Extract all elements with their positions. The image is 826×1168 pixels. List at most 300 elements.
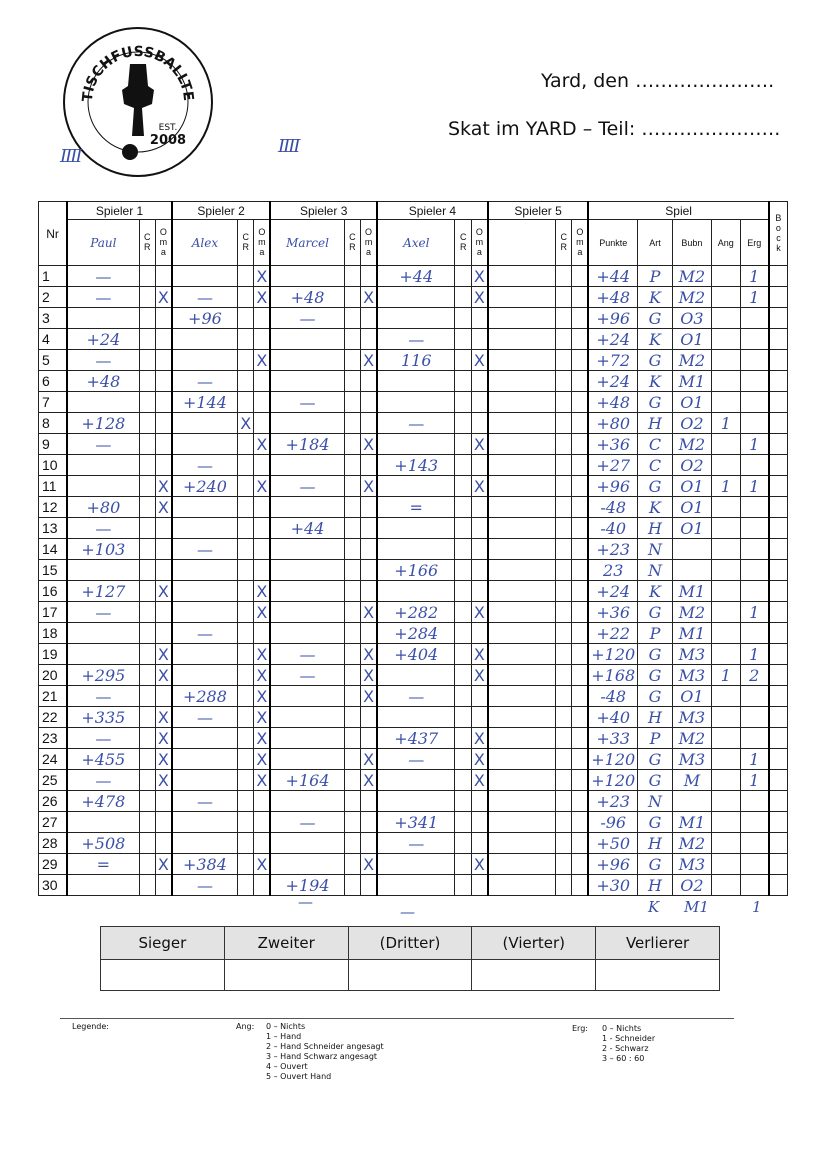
cr-cell[interactable] xyxy=(344,476,360,497)
cr-cell[interactable] xyxy=(238,455,254,476)
cr-cell[interactable] xyxy=(238,770,254,791)
cr-cell[interactable] xyxy=(139,644,155,665)
erg-cell[interactable]: 1 xyxy=(740,434,769,455)
bubn-cell[interactable]: O1 xyxy=(672,329,711,350)
oma-cell[interactable] xyxy=(361,371,377,392)
punkte-cell[interactable]: -40 xyxy=(588,518,637,539)
cr-cell[interactable] xyxy=(238,833,254,854)
player-score-cell[interactable] xyxy=(172,497,238,518)
cr-cell[interactable] xyxy=(238,308,254,329)
cr-cell[interactable] xyxy=(344,497,360,518)
cr-cell[interactable] xyxy=(238,497,254,518)
punkte-cell[interactable]: +22 xyxy=(588,623,637,644)
cr-cell[interactable] xyxy=(139,791,155,812)
art-cell[interactable]: H xyxy=(638,707,673,728)
cr-cell[interactable] xyxy=(139,329,155,350)
art-cell[interactable]: G xyxy=(638,749,673,770)
cr-cell[interactable] xyxy=(344,665,360,686)
player-score-cell[interactable] xyxy=(172,518,238,539)
bubn-cell[interactable]: M1 xyxy=(672,812,711,833)
cr-cell[interactable] xyxy=(344,833,360,854)
cr-cell[interactable] xyxy=(139,770,155,791)
player-score-cell[interactable]: +143 xyxy=(377,455,455,476)
cr-cell[interactable] xyxy=(455,686,471,707)
bubn-cell[interactable] xyxy=(672,539,711,560)
erg-cell[interactable] xyxy=(740,812,769,833)
oma-cell[interactable] xyxy=(471,875,487,896)
cr-cell[interactable] xyxy=(139,455,155,476)
player-score-cell[interactable] xyxy=(488,371,556,392)
art-cell[interactable]: H xyxy=(638,518,673,539)
erg-cell[interactable] xyxy=(740,581,769,602)
bubn-cell[interactable]: O1 xyxy=(672,392,711,413)
cr-cell[interactable] xyxy=(139,812,155,833)
player-score-cell[interactable] xyxy=(172,266,238,287)
erg-cell[interactable]: 1 xyxy=(740,602,769,623)
player-score-cell[interactable]: +128 xyxy=(67,413,139,434)
cr-cell[interactable] xyxy=(139,665,155,686)
cr-cell[interactable] xyxy=(455,665,471,686)
cr-cell[interactable] xyxy=(455,644,471,665)
oma-cell[interactable]: X xyxy=(254,602,270,623)
player-score-cell[interactable]: +166 xyxy=(377,560,455,581)
cr-cell[interactable] xyxy=(344,623,360,644)
bubn-cell[interactable]: M2 xyxy=(672,350,711,371)
erg-cell[interactable] xyxy=(740,707,769,728)
cr-cell[interactable] xyxy=(455,350,471,371)
art-cell[interactable]: G xyxy=(638,392,673,413)
oma-cell[interactable] xyxy=(361,791,377,812)
player-score-cell[interactable] xyxy=(270,602,344,623)
punkte-cell[interactable]: +80 xyxy=(588,413,637,434)
cr-cell[interactable] xyxy=(238,665,254,686)
oma-cell[interactable] xyxy=(155,623,171,644)
player-score-cell[interactable] xyxy=(270,854,344,875)
player-score-cell[interactable] xyxy=(172,434,238,455)
oma-cell[interactable]: X xyxy=(254,644,270,665)
oma-cell[interactable] xyxy=(572,434,588,455)
erg-cell[interactable] xyxy=(740,455,769,476)
player-score-cell[interactable] xyxy=(377,539,455,560)
cr-cell[interactable] xyxy=(556,875,572,896)
cr-cell[interactable] xyxy=(556,833,572,854)
player-score-cell[interactable]: +48 xyxy=(67,371,139,392)
player-score-cell[interactable]: +295 xyxy=(67,665,139,686)
player-score-cell[interactable]: +96 xyxy=(172,308,238,329)
player-score-cell[interactable] xyxy=(270,371,344,392)
bock-cell[interactable] xyxy=(769,497,788,518)
erg-cell[interactable] xyxy=(740,497,769,518)
oma-cell[interactable] xyxy=(471,518,487,539)
art-cell[interactable]: G xyxy=(638,308,673,329)
player-score-cell[interactable] xyxy=(172,581,238,602)
art-cell[interactable]: K xyxy=(638,581,673,602)
oma-cell[interactable] xyxy=(572,266,588,287)
player-score-cell[interactable]: — xyxy=(67,434,139,455)
cr-cell[interactable] xyxy=(139,833,155,854)
erg-cell[interactable] xyxy=(740,371,769,392)
oma-cell[interactable] xyxy=(572,833,588,854)
player-score-cell[interactable]: — xyxy=(270,392,344,413)
oma-cell[interactable]: X xyxy=(155,581,171,602)
oma-cell[interactable]: X xyxy=(254,749,270,770)
ang-cell[interactable] xyxy=(711,497,740,518)
art-cell[interactable]: C xyxy=(638,434,673,455)
cr-cell[interactable] xyxy=(556,602,572,623)
punkte-cell[interactable]: -96 xyxy=(588,812,637,833)
oma-cell[interactable] xyxy=(254,392,270,413)
player-score-cell[interactable]: +103 xyxy=(67,539,139,560)
cr-cell[interactable] xyxy=(556,392,572,413)
oma-cell[interactable] xyxy=(572,812,588,833)
player-score-cell[interactable] xyxy=(270,560,344,581)
player-score-cell[interactable] xyxy=(172,812,238,833)
cr-cell[interactable] xyxy=(455,434,471,455)
bubn-cell[interactable]: O2 xyxy=(672,875,711,896)
player-score-cell[interactable]: +508 xyxy=(67,833,139,854)
cr-cell[interactable] xyxy=(344,707,360,728)
cr-cell[interactable] xyxy=(344,287,360,308)
cr-cell[interactable] xyxy=(344,686,360,707)
oma-cell[interactable]: X xyxy=(361,854,377,875)
cr-cell[interactable] xyxy=(139,728,155,749)
oma-cell[interactable] xyxy=(471,686,487,707)
oma-cell[interactable] xyxy=(254,455,270,476)
oma-cell[interactable]: X xyxy=(155,497,171,518)
cr-cell[interactable] xyxy=(556,455,572,476)
player-score-cell[interactable]: +80 xyxy=(67,497,139,518)
bubn-cell[interactable]: O2 xyxy=(672,455,711,476)
ang-cell[interactable]: 1 xyxy=(711,476,740,497)
bubn-cell[interactable]: M2 xyxy=(672,434,711,455)
cr-cell[interactable] xyxy=(455,413,471,434)
oma-cell[interactable] xyxy=(361,812,377,833)
bock-cell[interactable] xyxy=(769,644,788,665)
player-score-cell[interactable]: — xyxy=(172,539,238,560)
player-score-cell[interactable]: +240 xyxy=(172,476,238,497)
oma-cell[interactable]: X xyxy=(254,665,270,686)
bubn-cell[interactable]: M3 xyxy=(672,749,711,770)
cr-cell[interactable] xyxy=(238,707,254,728)
art-cell[interactable]: P xyxy=(638,623,673,644)
bock-cell[interactable] xyxy=(769,854,788,875)
player-score-cell[interactable]: — xyxy=(270,812,344,833)
bubn-cell[interactable] xyxy=(672,791,711,812)
cr-cell[interactable] xyxy=(455,497,471,518)
cr-cell[interactable] xyxy=(455,791,471,812)
player-score-cell[interactable]: — xyxy=(377,749,455,770)
cr-cell[interactable] xyxy=(556,287,572,308)
punkte-cell[interactable]: +24 xyxy=(588,581,637,602)
oma-cell[interactable] xyxy=(572,602,588,623)
oma-cell[interactable] xyxy=(155,371,171,392)
bubn-cell[interactable]: O1 xyxy=(672,497,711,518)
punkte-cell[interactable]: +168 xyxy=(588,665,637,686)
punkte-cell[interactable]: +50 xyxy=(588,833,637,854)
cr-cell[interactable] xyxy=(455,392,471,413)
player-score-cell[interactable]: — xyxy=(172,287,238,308)
oma-cell[interactable]: X xyxy=(471,665,487,686)
bock-cell[interactable] xyxy=(769,875,788,896)
punkte-cell[interactable]: +96 xyxy=(588,476,637,497)
player-score-cell[interactable]: +282 xyxy=(377,602,455,623)
cr-cell[interactable] xyxy=(455,539,471,560)
player-score-cell[interactable] xyxy=(488,434,556,455)
player-score-cell[interactable] xyxy=(270,749,344,770)
cr-cell[interactable] xyxy=(556,812,572,833)
player-score-cell[interactable] xyxy=(488,812,556,833)
cr-cell[interactable] xyxy=(139,875,155,896)
cr-cell[interactable] xyxy=(344,581,360,602)
oma-cell[interactable] xyxy=(471,707,487,728)
player-score-cell[interactable]: — xyxy=(67,602,139,623)
oma-cell[interactable] xyxy=(471,371,487,392)
bock-cell[interactable] xyxy=(769,266,788,287)
oma-cell[interactable] xyxy=(572,308,588,329)
oma-cell[interactable] xyxy=(572,854,588,875)
ang-cell[interactable] xyxy=(711,287,740,308)
cr-cell[interactable] xyxy=(344,392,360,413)
rank-vierter-cell[interactable] xyxy=(472,960,596,991)
oma-cell[interactable]: X xyxy=(254,434,270,455)
art-cell[interactable]: G xyxy=(638,686,673,707)
player-score-cell[interactable] xyxy=(172,728,238,749)
cr-cell[interactable] xyxy=(238,518,254,539)
oma-cell[interactable] xyxy=(155,875,171,896)
player-score-cell[interactable] xyxy=(270,266,344,287)
player-score-cell[interactable] xyxy=(488,686,556,707)
bubn-cell[interactable]: O1 xyxy=(672,518,711,539)
rank-dritter-cell[interactable] xyxy=(348,960,472,991)
cr-cell[interactable] xyxy=(344,728,360,749)
oma-cell[interactable] xyxy=(361,539,377,560)
player-score-cell[interactable] xyxy=(172,665,238,686)
player-score-cell[interactable] xyxy=(172,350,238,371)
oma-cell[interactable]: X xyxy=(471,749,487,770)
player-score-cell[interactable]: = xyxy=(377,497,455,518)
cr-cell[interactable] xyxy=(139,287,155,308)
bock-cell[interactable] xyxy=(769,476,788,497)
player-score-cell[interactable] xyxy=(488,308,556,329)
erg-cell[interactable] xyxy=(740,686,769,707)
cr-cell[interactable] xyxy=(238,476,254,497)
oma-cell[interactable] xyxy=(155,518,171,539)
oma-cell[interactable] xyxy=(471,833,487,854)
erg-cell[interactable]: 1 xyxy=(740,476,769,497)
ang-cell[interactable] xyxy=(711,392,740,413)
ang-cell[interactable] xyxy=(711,560,740,581)
player-score-cell[interactable] xyxy=(377,434,455,455)
ang-cell[interactable] xyxy=(711,707,740,728)
cr-cell[interactable] xyxy=(344,266,360,287)
oma-cell[interactable] xyxy=(361,455,377,476)
cr-cell[interactable] xyxy=(556,728,572,749)
bock-cell[interactable] xyxy=(769,518,788,539)
cr-cell[interactable] xyxy=(556,518,572,539)
cr-cell[interactable] xyxy=(455,812,471,833)
player-score-cell[interactable] xyxy=(270,413,344,434)
cr-cell[interactable] xyxy=(238,602,254,623)
oma-cell[interactable] xyxy=(471,812,487,833)
oma-cell[interactable] xyxy=(572,623,588,644)
player-score-cell[interactable] xyxy=(488,560,556,581)
cr-cell[interactable] xyxy=(556,644,572,665)
player-score-cell[interactable] xyxy=(270,623,344,644)
player-score-cell[interactable]: — xyxy=(67,350,139,371)
player-score-cell[interactable]: +127 xyxy=(67,581,139,602)
oma-cell[interactable] xyxy=(254,413,270,434)
erg-cell[interactable] xyxy=(740,728,769,749)
player-score-cell[interactable] xyxy=(172,560,238,581)
player-score-cell[interactable] xyxy=(270,329,344,350)
cr-cell[interactable] xyxy=(344,749,360,770)
cr-cell[interactable] xyxy=(455,560,471,581)
oma-cell[interactable] xyxy=(572,497,588,518)
player-score-cell[interactable] xyxy=(172,644,238,665)
cr-cell[interactable] xyxy=(344,560,360,581)
art-cell[interactable]: K xyxy=(638,287,673,308)
oma-cell[interactable]: X xyxy=(254,581,270,602)
punkte-cell[interactable]: +33 xyxy=(588,728,637,749)
cr-cell[interactable] xyxy=(556,329,572,350)
cr-cell[interactable] xyxy=(455,875,471,896)
cr-cell[interactable] xyxy=(139,413,155,434)
oma-cell[interactable]: X xyxy=(471,350,487,371)
bock-cell[interactable] xyxy=(769,812,788,833)
oma-cell[interactable] xyxy=(572,539,588,560)
cr-cell[interactable] xyxy=(556,686,572,707)
player-name-5[interactable] xyxy=(488,220,556,266)
bock-cell[interactable] xyxy=(769,392,788,413)
bock-cell[interactable] xyxy=(769,350,788,371)
player-score-cell[interactable] xyxy=(488,266,556,287)
player-score-cell[interactable]: +44 xyxy=(270,518,344,539)
player-score-cell[interactable] xyxy=(67,392,139,413)
cr-cell[interactable] xyxy=(238,392,254,413)
cr-cell[interactable] xyxy=(344,791,360,812)
oma-cell[interactable] xyxy=(155,602,171,623)
oma-cell[interactable]: X xyxy=(254,287,270,308)
oma-cell[interactable] xyxy=(155,266,171,287)
oma-cell[interactable] xyxy=(155,413,171,434)
player-score-cell[interactable]: +144 xyxy=(172,392,238,413)
erg-cell[interactable] xyxy=(740,833,769,854)
oma-cell[interactable] xyxy=(572,707,588,728)
oma-cell[interactable] xyxy=(572,476,588,497)
oma-cell[interactable]: X xyxy=(361,644,377,665)
punkte-cell[interactable]: +23 xyxy=(588,539,637,560)
oma-cell[interactable]: X xyxy=(471,434,487,455)
bock-cell[interactable] xyxy=(769,287,788,308)
oma-cell[interactable] xyxy=(572,287,588,308)
erg-cell[interactable] xyxy=(740,791,769,812)
bubn-cell[interactable]: M2 xyxy=(672,266,711,287)
player-score-cell[interactable] xyxy=(488,476,556,497)
oma-cell[interactable] xyxy=(155,455,171,476)
ang-cell[interactable] xyxy=(711,791,740,812)
cr-cell[interactable] xyxy=(238,812,254,833)
cr-cell[interactable] xyxy=(344,371,360,392)
cr-cell[interactable] xyxy=(238,539,254,560)
oma-cell[interactable] xyxy=(471,308,487,329)
erg-cell[interactable] xyxy=(740,875,769,896)
player-score-cell[interactable] xyxy=(270,686,344,707)
player-score-cell[interactable]: — xyxy=(67,518,139,539)
player-score-cell[interactable] xyxy=(488,350,556,371)
cr-cell[interactable] xyxy=(238,329,254,350)
bock-cell[interactable] xyxy=(769,833,788,854)
punkte-cell[interactable]: +36 xyxy=(588,602,637,623)
cr-cell[interactable] xyxy=(344,455,360,476)
player-score-cell[interactable] xyxy=(377,392,455,413)
bock-cell[interactable] xyxy=(769,308,788,329)
cr-cell[interactable] xyxy=(139,623,155,644)
player-score-cell[interactable] xyxy=(67,875,139,896)
bubn-cell[interactable]: O1 xyxy=(672,686,711,707)
bock-cell[interactable] xyxy=(769,749,788,770)
oma-cell[interactable]: X xyxy=(254,476,270,497)
cr-cell[interactable] xyxy=(344,329,360,350)
oma-cell[interactable]: X xyxy=(155,644,171,665)
oma-cell[interactable] xyxy=(572,686,588,707)
oma-cell[interactable] xyxy=(361,560,377,581)
ang-cell[interactable] xyxy=(711,266,740,287)
bubn-cell[interactable]: M2 xyxy=(672,287,711,308)
cr-cell[interactable] xyxy=(238,371,254,392)
player-score-cell[interactable] xyxy=(172,602,238,623)
ang-cell[interactable] xyxy=(711,602,740,623)
oma-cell[interactable] xyxy=(254,308,270,329)
ang-cell[interactable] xyxy=(711,518,740,539)
cr-cell[interactable] xyxy=(556,770,572,791)
cr-cell[interactable] xyxy=(344,770,360,791)
bock-cell[interactable] xyxy=(769,602,788,623)
player-name-1[interactable]: Paul xyxy=(67,220,139,266)
erg-cell[interactable] xyxy=(740,308,769,329)
player-score-cell[interactable]: +284 xyxy=(377,623,455,644)
punkte-cell[interactable]: +24 xyxy=(588,329,637,350)
punkte-cell[interactable]: +48 xyxy=(588,392,637,413)
erg-cell[interactable] xyxy=(740,350,769,371)
player-score-cell[interactable] xyxy=(488,602,556,623)
erg-cell[interactable] xyxy=(740,560,769,581)
player-score-cell[interactable] xyxy=(488,539,556,560)
player-score-cell[interactable] xyxy=(270,497,344,518)
art-cell[interactable]: N xyxy=(638,539,673,560)
player-score-cell[interactable] xyxy=(488,644,556,665)
art-cell[interactable]: G xyxy=(638,812,673,833)
oma-cell[interactable] xyxy=(254,833,270,854)
oma-cell[interactable] xyxy=(572,350,588,371)
ang-cell[interactable] xyxy=(711,749,740,770)
erg-cell[interactable]: 1 xyxy=(740,266,769,287)
oma-cell[interactable]: X xyxy=(254,854,270,875)
cr-cell[interactable] xyxy=(455,707,471,728)
cr-cell[interactable] xyxy=(139,497,155,518)
cr-cell[interactable] xyxy=(556,497,572,518)
oma-cell[interactable] xyxy=(471,791,487,812)
cr-cell[interactable] xyxy=(238,854,254,875)
punkte-cell[interactable]: +27 xyxy=(588,455,637,476)
oma-cell[interactable] xyxy=(155,833,171,854)
bock-cell[interactable] xyxy=(769,413,788,434)
oma-cell[interactable]: X xyxy=(361,434,377,455)
player-score-cell[interactable] xyxy=(377,665,455,686)
cr-cell[interactable] xyxy=(238,434,254,455)
player-score-cell[interactable]: — xyxy=(270,644,344,665)
punkte-cell[interactable]: +120 xyxy=(588,644,637,665)
ang-cell[interactable]: 1 xyxy=(711,665,740,686)
